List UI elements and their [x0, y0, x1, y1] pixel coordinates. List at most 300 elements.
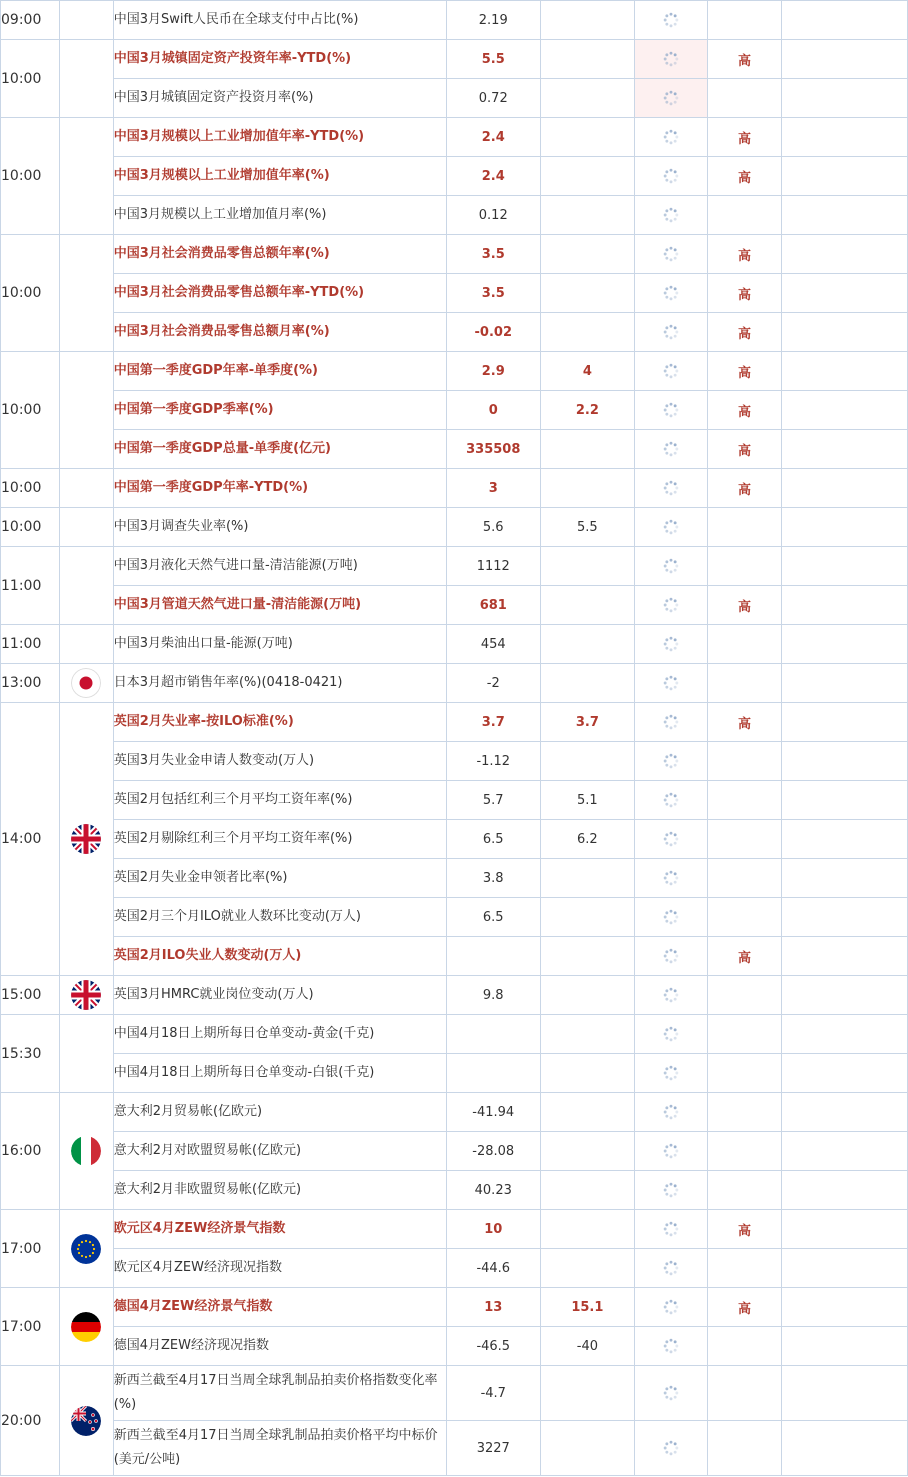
- event-row[interactable]: [1, 118, 908, 157]
- event-row[interactable]: [1, 625, 908, 664]
- event-name-text: 英国2月剔除红利三个月平均工资年率(%): [113, 831, 353, 846]
- importance-badge: [708, 1, 781, 40]
- loading-spinner-icon: [662, 947, 680, 965]
- event-row[interactable]: [1, 1288, 908, 1327]
- event-name[interactable]: [113, 157, 446, 196]
- loading-cell: [634, 625, 707, 664]
- event-name[interactable]: [113, 196, 446, 235]
- country-flag-cell: [59, 40, 113, 118]
- loading-cell: [634, 157, 707, 196]
- event-row[interactable]: [1, 664, 908, 703]
- event-row[interactable]: [1, 274, 908, 313]
- event-time: 13:00: [1, 664, 60, 703]
- event-name-text: 英国3月HMRC就业岗位变动(万人): [113, 987, 314, 1002]
- previous-value: [540, 742, 634, 781]
- japan-flag-icon: [71, 668, 101, 698]
- importance-badge: [708, 781, 781, 820]
- actual-value: -46.5: [446, 1327, 540, 1366]
- importance-badge: [708, 1327, 781, 1366]
- event-row[interactable]: [1, 820, 908, 859]
- event-name-text: 欧元区4月ZEW经济景气指数: [113, 1221, 286, 1236]
- event-name[interactable]: [113, 235, 446, 274]
- previous-value: [540, 40, 634, 79]
- event-row[interactable]: [1, 1171, 908, 1210]
- importance-badge: 高: [708, 157, 781, 196]
- actual-value: 0.72: [446, 79, 540, 118]
- event-time: 17:00: [1, 1210, 60, 1288]
- event-name[interactable]: [113, 742, 446, 781]
- detail-cell: [781, 391, 907, 430]
- event-name-text: 中国第一季度GDP总量-单季度(亿元): [113, 441, 331, 456]
- event-time: 20:00: [1, 1366, 60, 1476]
- event-row[interactable]: [1, 196, 908, 235]
- event-name[interactable]: [113, 313, 446, 352]
- event-row[interactable]: [1, 898, 908, 937]
- event-name[interactable]: [113, 586, 446, 625]
- event-name-text: 英国2月失业率-按ILO标准(%): [113, 714, 294, 729]
- detail-cell: [781, 40, 907, 79]
- importance-badge: 高: [708, 937, 781, 976]
- loading-cell: [634, 859, 707, 898]
- importance-badge: [708, 820, 781, 859]
- loading-spinner-icon: [662, 557, 680, 575]
- actual-value: 3227: [446, 1421, 540, 1476]
- loading-cell: [634, 508, 707, 547]
- loading-spinner-icon: [662, 518, 680, 536]
- loading-spinner-icon: [662, 1142, 680, 1160]
- event-row[interactable]: [1, 703, 908, 742]
- actual-value: -4.7: [446, 1366, 540, 1421]
- event-name-text: 意大利2月对欧盟贸易帐(亿欧元): [113, 1143, 302, 1158]
- importance-badge: [708, 1421, 781, 1476]
- actual-value: [446, 1054, 540, 1093]
- loading-spinner-icon: [662, 1259, 680, 1277]
- event-name-text: 中国3月柴油出口量-能源(万吨): [113, 636, 293, 651]
- detail-cell: [781, 1421, 907, 1476]
- actual-value: 5.5: [446, 40, 540, 79]
- previous-value: [540, 586, 634, 625]
- actual-value: 0.12: [446, 196, 540, 235]
- actual-value: 3.5: [446, 235, 540, 274]
- previous-value: [540, 1054, 634, 1093]
- event-row[interactable]: [1, 235, 908, 274]
- loading-cell: [634, 1249, 707, 1288]
- previous-value: [540, 469, 634, 508]
- event-name[interactable]: [113, 976, 446, 1015]
- event-name-text: 中国4月18日上期所每日仓单变动-黄金(千克): [113, 1026, 375, 1041]
- event-row[interactable]: [1, 1421, 908, 1476]
- loading-cell: [634, 937, 707, 976]
- previous-value: [540, 235, 634, 274]
- event-name[interactable]: [113, 1366, 446, 1421]
- country-flag-cell: [59, 664, 113, 703]
- importance-badge: [708, 898, 781, 937]
- loading-cell: [634, 352, 707, 391]
- event-time: 11:00: [1, 625, 60, 664]
- event-row[interactable]: [1, 1327, 908, 1366]
- event-name-text: 英国2月ILO失业人数变动(万人): [113, 948, 302, 963]
- loading-spinner-icon: [662, 11, 680, 29]
- loading-spinner-icon: [662, 479, 680, 497]
- loading-cell: [634, 1210, 707, 1249]
- event-row[interactable]: [1, 547, 908, 586]
- loading-cell: [634, 235, 707, 274]
- loading-cell: [634, 196, 707, 235]
- event-row[interactable]: [1, 937, 908, 976]
- loading-spinner-icon: [662, 89, 680, 107]
- event-row[interactable]: [1, 430, 908, 469]
- event-name[interactable]: [113, 118, 446, 157]
- importance-badge: [708, 1249, 781, 1288]
- country-flag-cell: [59, 1288, 113, 1366]
- importance-badge: 高: [708, 1210, 781, 1249]
- importance-badge: [708, 1366, 781, 1421]
- loading-cell: [634, 1366, 707, 1421]
- event-time: 09:00: [1, 1, 60, 40]
- previous-value: [540, 1210, 634, 1249]
- event-row[interactable]: [1, 157, 908, 196]
- previous-value: 5.5: [540, 508, 634, 547]
- detail-cell: [781, 1327, 907, 1366]
- importance-badge: 高: [708, 313, 781, 352]
- loading-cell: [634, 391, 707, 430]
- country-flag-cell: [59, 469, 113, 508]
- loading-spinner-icon: [662, 674, 680, 692]
- actual-value: 40.23: [446, 1171, 540, 1210]
- importance-badge: [708, 1171, 781, 1210]
- event-name[interactable]: [113, 1421, 446, 1476]
- event-name-text: 中国第一季度GDP年率-YTD(%): [113, 480, 309, 495]
- loading-cell: [634, 313, 707, 352]
- event-time: 10:00: [1, 352, 60, 469]
- event-name[interactable]: [113, 1, 446, 40]
- previous-value: 2.2: [540, 391, 634, 430]
- actual-value: 681: [446, 586, 540, 625]
- loading-cell: [634, 1421, 707, 1476]
- previous-value: 6.2: [540, 820, 634, 859]
- event-row[interactable]: [1, 391, 908, 430]
- event-name[interactable]: [113, 820, 446, 859]
- actual-value: 6.5: [446, 898, 540, 937]
- importance-badge: 高: [708, 703, 781, 742]
- event-name-text: 中国3月规模以上工业增加值年率-YTD(%): [113, 129, 365, 144]
- country-flag-cell: [59, 976, 113, 1015]
- event-row[interactable]: [1, 1249, 908, 1288]
- actual-value: 2.4: [446, 157, 540, 196]
- previous-value: [540, 1, 634, 40]
- loading-spinner-icon: [662, 1025, 680, 1043]
- event-row[interactable]: [1, 859, 908, 898]
- actual-value: 454: [446, 625, 540, 664]
- country-flag-cell: [59, 1015, 113, 1093]
- event-time: 15:00: [1, 976, 60, 1015]
- event-name[interactable]: [113, 664, 446, 703]
- previous-value: [540, 1366, 634, 1421]
- event-time: 15:30: [1, 1015, 60, 1093]
- loading-spinner-icon: [662, 986, 680, 1004]
- loading-spinner-icon: [662, 323, 680, 341]
- event-name[interactable]: [113, 898, 446, 937]
- country-flag-cell: [59, 235, 113, 352]
- loading-spinner-icon: [662, 869, 680, 887]
- uk-flag-icon: [71, 824, 101, 854]
- detail-cell: [781, 1366, 907, 1421]
- detail-cell: [781, 937, 907, 976]
- event-row[interactable]: [1, 586, 908, 625]
- loading-cell: [634, 742, 707, 781]
- loading-spinner-icon: [662, 206, 680, 224]
- importance-badge: [708, 859, 781, 898]
- loading-cell: [634, 1327, 707, 1366]
- event-name-text: 中国3月城镇固定资产投资月率(%): [113, 90, 314, 105]
- previous-value: 5.1: [540, 781, 634, 820]
- detail-cell: [781, 196, 907, 235]
- event-time: 16:00: [1, 1093, 60, 1210]
- importance-badge: [708, 508, 781, 547]
- importance-badge: [708, 1093, 781, 1132]
- loading-cell: [634, 1288, 707, 1327]
- detail-cell: [781, 1054, 907, 1093]
- event-name-text: 英国2月失业金申领者比率(%): [113, 870, 288, 885]
- event-row[interactable]: [1, 352, 908, 391]
- event-name-text: 中国3月Swift人民币在全球支付中占比(%): [113, 12, 359, 27]
- event-row[interactable]: [1, 469, 908, 508]
- event-name-text: 英国2月包括红利三个月平均工资年率(%): [113, 792, 353, 807]
- loading-cell: [634, 118, 707, 157]
- event-name[interactable]: [113, 1015, 446, 1054]
- event-name-text: 德国4月ZEW经济景气指数: [113, 1299, 273, 1314]
- actual-value: 2.19: [446, 1, 540, 40]
- detail-cell: [781, 703, 907, 742]
- event-row[interactable]: [1, 79, 908, 118]
- previous-value: [540, 1421, 634, 1476]
- detail-cell: [781, 1171, 907, 1210]
- event-name-text: 中国3月城镇固定资产投资年率-YTD(%): [113, 51, 352, 66]
- importance-badge: [708, 976, 781, 1015]
- event-name[interactable]: [113, 1210, 446, 1249]
- previous-value: [540, 547, 634, 586]
- event-row[interactable]: [1, 1, 908, 40]
- loading-cell: [634, 703, 707, 742]
- event-row[interactable]: [1, 1093, 908, 1132]
- event-name[interactable]: [113, 1054, 446, 1093]
- actual-value: 335508: [446, 430, 540, 469]
- importance-badge: 高: [708, 391, 781, 430]
- actual-value: -41.94: [446, 1093, 540, 1132]
- importance-badge: 高: [708, 430, 781, 469]
- loading-spinner-icon: [662, 245, 680, 263]
- event-row[interactable]: [1, 781, 908, 820]
- event-name-text: 欧元区4月ZEW经济现况指数: [113, 1260, 282, 1275]
- event-row[interactable]: [1, 1015, 908, 1054]
- detail-cell: [781, 79, 907, 118]
- importance-badge: 高: [708, 274, 781, 313]
- detail-cell: [781, 1132, 907, 1171]
- actual-value: 6.5: [446, 820, 540, 859]
- event-name[interactable]: [113, 391, 446, 430]
- loading-spinner-icon: [662, 284, 680, 302]
- importance-badge: 高: [708, 118, 781, 157]
- detail-cell: [781, 157, 907, 196]
- loading-spinner-icon: [662, 791, 680, 809]
- event-name-text: 新西兰截至4月17日当周全球乳制品拍卖价格指数变化率(%): [113, 1373, 438, 1412]
- actual-value: 3.5: [446, 274, 540, 313]
- event-name-text: 中国3月社会消费品零售总额年率(%): [113, 246, 330, 261]
- event-time: 10:00: [1, 469, 60, 508]
- event-name-text: 意大利2月贸易帐(亿欧元): [113, 1104, 263, 1119]
- loading-cell: [634, 274, 707, 313]
- loading-cell: [634, 1054, 707, 1093]
- event-name-text: 中国3月规模以上工业增加值月率(%): [113, 207, 327, 222]
- event-name[interactable]: [113, 1327, 446, 1366]
- event-name-text: 中国3月液化天然气进口量-清洁能源(万吨): [113, 558, 358, 573]
- loading-spinner-icon: [662, 635, 680, 653]
- event-row[interactable]: [1, 1210, 908, 1249]
- loading-cell: [634, 1171, 707, 1210]
- loading-cell: [634, 40, 707, 79]
- actual-value: 2.4: [446, 118, 540, 157]
- event-name[interactable]: [113, 508, 446, 547]
- country-flag-cell: [59, 1366, 113, 1476]
- previous-value: [540, 1093, 634, 1132]
- event-row[interactable]: [1, 1132, 908, 1171]
- actual-value: 10: [446, 1210, 540, 1249]
- previous-value: -40: [540, 1327, 634, 1366]
- event-row[interactable]: [1, 40, 908, 79]
- event-name[interactable]: [113, 937, 446, 976]
- previous-value: 15.1: [540, 1288, 634, 1327]
- event-name[interactable]: [113, 859, 446, 898]
- actual-value: 2.9: [446, 352, 540, 391]
- event-row[interactable]: [1, 313, 908, 352]
- detail-cell: [781, 430, 907, 469]
- loading-cell: [634, 664, 707, 703]
- event-time: 11:00: [1, 547, 60, 625]
- event-name[interactable]: [113, 547, 446, 586]
- actual-value: 3.8: [446, 859, 540, 898]
- detail-cell: [781, 1093, 907, 1132]
- event-name[interactable]: [113, 1093, 446, 1132]
- event-time: 10:00: [1, 40, 60, 118]
- germany-flag-icon: [71, 1312, 101, 1342]
- previous-value: [540, 1249, 634, 1288]
- country-flag-cell: [59, 1, 113, 40]
- loading-spinner-icon: [662, 1384, 680, 1402]
- importance-badge: 高: [708, 235, 781, 274]
- previous-value: [540, 859, 634, 898]
- event-name[interactable]: [113, 469, 446, 508]
- previous-value: [540, 157, 634, 196]
- event-time: 10:00: [1, 118, 60, 235]
- loading-cell: [634, 79, 707, 118]
- previous-value: [540, 118, 634, 157]
- event-row[interactable]: [1, 1366, 908, 1421]
- event-name-text: 德国4月ZEW经济现况指数: [113, 1338, 269, 1353]
- event-name[interactable]: [113, 40, 446, 79]
- country-flag-cell: [59, 625, 113, 664]
- event-name[interactable]: [113, 1132, 446, 1171]
- detail-cell: [781, 235, 907, 274]
- detail-cell: [781, 1210, 907, 1249]
- country-flag-cell: [59, 1093, 113, 1210]
- actual-value: -28.08: [446, 1132, 540, 1171]
- detail-cell: [781, 1, 907, 40]
- event-name[interactable]: [113, 625, 446, 664]
- event-name-text: 中国3月调查失业率(%): [113, 519, 249, 534]
- event-time: 10:00: [1, 235, 60, 352]
- event-name-text: 意大利2月非欧盟贸易帐(亿欧元): [113, 1182, 302, 1197]
- previous-value: [540, 898, 634, 937]
- actual-value: 13: [446, 1288, 540, 1327]
- event-name[interactable]: [113, 781, 446, 820]
- event-name[interactable]: [113, 1249, 446, 1288]
- loading-cell: [634, 469, 707, 508]
- loading-spinner-icon: [662, 1064, 680, 1082]
- event-row[interactable]: [1, 1054, 908, 1093]
- actual-value: [446, 937, 540, 976]
- loading-cell: [634, 1015, 707, 1054]
- event-row[interactable]: [1, 508, 908, 547]
- actual-value: 5.7: [446, 781, 540, 820]
- event-name-text: 日本3月超市销售年率(%)(0418-0421): [113, 675, 343, 690]
- actual-value: -44.6: [446, 1249, 540, 1288]
- importance-badge: [708, 664, 781, 703]
- previous-value: [540, 1171, 634, 1210]
- event-name[interactable]: [113, 79, 446, 118]
- previous-value: [540, 937, 634, 976]
- previous-value: [540, 79, 634, 118]
- loading-spinner-icon: [662, 1220, 680, 1238]
- importance-badge: [708, 547, 781, 586]
- previous-value: [540, 976, 634, 1015]
- actual-value: 5.6: [446, 508, 540, 547]
- loading-cell: [634, 1132, 707, 1171]
- event-row[interactable]: [1, 976, 908, 1015]
- event-name[interactable]: [113, 1171, 446, 1210]
- event-time: 10:00: [1, 508, 60, 547]
- detail-cell: [781, 898, 907, 937]
- loading-spinner-icon: [662, 1103, 680, 1121]
- detail-cell: [781, 313, 907, 352]
- loading-spinner-icon: [662, 440, 680, 458]
- loading-cell: [634, 547, 707, 586]
- detail-cell: [781, 586, 907, 625]
- event-name[interactable]: [113, 430, 446, 469]
- detail-cell: [781, 742, 907, 781]
- previous-value: [540, 1015, 634, 1054]
- detail-cell: [781, 664, 907, 703]
- event-name-text: 中国3月社会消费品零售总额月率(%): [113, 324, 330, 339]
- detail-cell: [781, 508, 907, 547]
- event-name-text: 中国4月18日上期所每日仓单变动-白银(千克): [113, 1065, 375, 1080]
- event-name-text: 中国第一季度GDP年率-单季度(%): [113, 363, 318, 378]
- event-row[interactable]: [1, 742, 908, 781]
- loading-spinner-icon: [662, 713, 680, 731]
- loading-spinner-icon: [662, 50, 680, 68]
- importance-badge: [708, 625, 781, 664]
- event-name[interactable]: [113, 1288, 446, 1327]
- event-name[interactable]: [113, 703, 446, 742]
- event-name[interactable]: [113, 352, 446, 391]
- previous-value: [540, 196, 634, 235]
- loading-spinner-icon: [662, 401, 680, 419]
- event-name-text: 中国3月管道天然气进口量-清洁能源(万吨): [113, 597, 362, 612]
- event-name[interactable]: [113, 274, 446, 313]
- previous-value: [540, 313, 634, 352]
- country-flag-cell: [59, 118, 113, 235]
- detail-cell: [781, 625, 907, 664]
- loading-cell: [634, 586, 707, 625]
